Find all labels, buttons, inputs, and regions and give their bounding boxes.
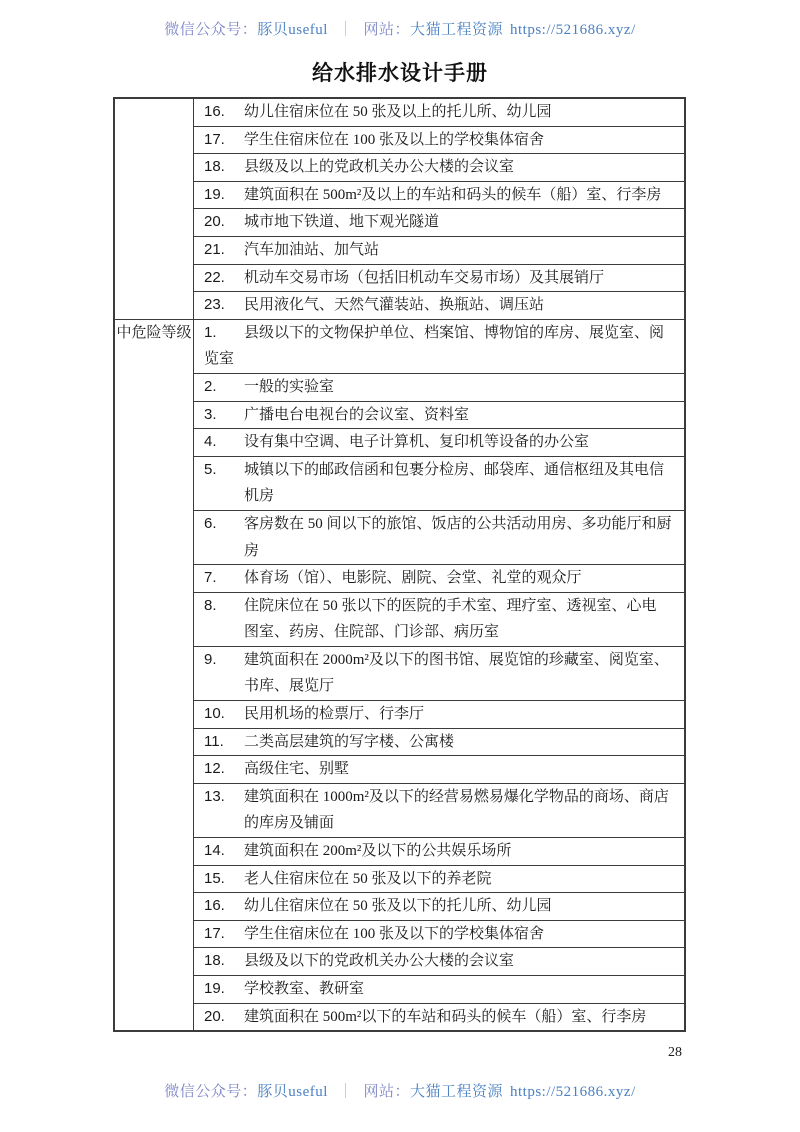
item-text: 二类高层建筑的写字楼、公寓楼 — [244, 733, 455, 750]
item-text-continued: 书库、展览厅 — [244, 678, 335, 695]
table-section — [115, 319, 684, 1030]
item-text: 汽车加油站、加气站 — [244, 241, 380, 258]
item-text-continued: 览室 — [204, 351, 235, 368]
table-row — [194, 700, 684, 728]
site-url: https://521686.xyz/ — [509, 1084, 636, 1100]
item-number: 17. — [204, 130, 225, 148]
header-separator: ｜ — [337, 22, 354, 38]
item-text: 高级住宅、别墅 — [244, 761, 350, 778]
item-number: 16. — [204, 103, 225, 120]
table-row — [194, 646, 684, 700]
wechat-account: 豚贝useful — [257, 1084, 328, 1100]
item-number: 8. — [204, 596, 217, 614]
item-text: 学生住宿床位在 100 张及以上的学校集体宿舍 — [244, 131, 545, 148]
item-number: 6. — [204, 514, 217, 532]
items-column — [194, 320, 684, 1030]
item-text-continued: 图室、药房、住院部、门诊部、病历室 — [244, 624, 500, 641]
item-text: 设有集中空调、电子计算机、复印机等设备的办公室 — [244, 434, 590, 451]
table-row — [194, 975, 684, 1003]
item-number: 16. — [204, 897, 225, 915]
table-row — [194, 320, 684, 373]
table-row — [194, 236, 684, 264]
table-row — [194, 264, 684, 292]
table-row — [194, 153, 684, 181]
table-row — [194, 564, 684, 592]
item-number: 7. — [204, 569, 217, 587]
item-text: 住院床位在 50 张以下的医院的手术室、理疗室、透视室、心电 — [244, 597, 657, 614]
item-number: 22. — [204, 268, 225, 286]
table-row — [194, 126, 684, 154]
item-number: 18. — [204, 158, 225, 176]
wechat-label: 微信公众号： — [164, 22, 258, 38]
item-text: 学校教室、教研室 — [244, 981, 365, 997]
item-text: 建筑面积在 500m²及以上的车站和码头的候车（船）室、行李房 — [244, 186, 662, 203]
category-cell — [115, 99, 194, 319]
item-text: 民用液化气、天然气灌装站、换瓶站、调压站 — [244, 297, 545, 314]
item-number: 15. — [204, 869, 225, 887]
item-number: 12. — [204, 760, 225, 778]
item-text: 建筑面积在 2000m²及以下的图书馆、展览馆的珍藏室、阅览室、 — [244, 651, 669, 668]
table-row — [194, 181, 684, 209]
item-text: 幼儿住宿床位在 50 张及以下的托儿所、幼儿园 — [244, 898, 552, 915]
table-row — [194, 728, 684, 756]
item-number: 18. — [204, 952, 225, 970]
table-section — [115, 99, 684, 319]
item-number: 10. — [204, 705, 225, 723]
item-number: 4. — [204, 433, 217, 451]
table-row — [194, 755, 684, 783]
wechat-account: 豚贝useful — [257, 22, 328, 38]
item-number: 19. — [204, 980, 225, 997]
page-footer — [0, 1080, 800, 1101]
table-row — [194, 947, 684, 975]
hazard-table — [113, 97, 686, 1032]
item-text: 一般的实验室 — [244, 378, 335, 395]
wechat-label: 微信公众号： — [164, 1084, 258, 1100]
item-text: 县级以下的文物保护单位、档案馆、博物馆的库房、展览室、阅 — [244, 324, 665, 341]
site-label: 网站： — [363, 22, 410, 38]
table-row — [194, 373, 684, 401]
item-text-continued: 房 — [244, 542, 260, 559]
item-number: 1. — [204, 323, 217, 341]
item-text: 建筑面积在 500m²以下的车站和码头的候车（船）室、行李房 — [244, 1008, 647, 1025]
item-number: 23. — [204, 296, 225, 314]
item-text: 建筑面积在 1000m²及以下的经营易燃易爆化学物品的商场、商店 — [244, 788, 669, 805]
item-text: 县级及以上的党政机关办公大楼的会议室 — [244, 159, 515, 176]
table-row — [194, 456, 684, 510]
table-row — [194, 208, 684, 236]
table-row — [194, 401, 684, 429]
table-row — [194, 1003, 684, 1031]
table-row — [194, 783, 684, 837]
item-number: 5. — [204, 460, 217, 478]
item-text: 城镇以下的邮政信函和包裹分检房、邮袋库、通信枢纽及其电信 — [244, 461, 665, 478]
page-title: 给水排水设计手册 — [312, 61, 488, 85]
table-row — [194, 291, 684, 319]
table-row — [194, 837, 684, 865]
table-row — [194, 920, 684, 948]
site-url: https://521686.xyz/ — [509, 22, 636, 38]
table-row — [194, 99, 684, 126]
item-number: 3. — [204, 405, 217, 423]
item-text: 学生住宿床位在 100 张及以下的学校集体宿舍 — [244, 925, 545, 942]
item-number: 14. — [204, 842, 225, 860]
page-number: 28 — [668, 1045, 682, 1060]
table-row — [194, 892, 684, 920]
item-text-continued: 的库房及铺面 — [244, 815, 335, 832]
item-text: 机动车交易市场（包括旧机动车交易市场）及其展销厅 — [244, 269, 605, 286]
item-number: 19. — [204, 185, 225, 203]
category-cell: 中危险等级 — [115, 320, 194, 1030]
items-column — [194, 99, 684, 319]
item-text: 县级及以下的党政机关办公大楼的会议室 — [244, 953, 515, 970]
table-row — [194, 510, 684, 564]
site-label: 网站： — [363, 1084, 410, 1100]
item-text: 民用机场的检票厅、行李厅 — [244, 706, 425, 723]
item-number: 20. — [204, 1007, 225, 1025]
item-text: 老人住宿床位在 50 张及以下的养老院 — [244, 870, 492, 887]
item-text: 体育场（馆）、电影院、剧院、会堂、礼堂的观众厅 — [244, 570, 582, 587]
item-number: 17. — [204, 924, 225, 942]
footer-separator: ｜ — [337, 1084, 354, 1100]
item-text: 广播电台电视台的会议室、资料室 — [244, 406, 470, 423]
table-row — [194, 592, 684, 646]
page-header — [0, 18, 800, 39]
item-number: 20. — [204, 213, 225, 231]
site-name: 大猫工程资源 — [409, 22, 503, 38]
table-row — [194, 865, 684, 893]
item-number: 11. — [204, 732, 224, 750]
item-number: 9. — [204, 650, 217, 668]
item-number: 21. — [204, 240, 225, 258]
item-text: 客房数在 50 间以下的旅馆、饭店的公共活动用房、多功能厅和厨 — [244, 515, 672, 532]
item-number: 13. — [204, 787, 225, 805]
item-number: 2. — [204, 377, 217, 395]
item-text-continued: 机房 — [244, 488, 275, 505]
site-name: 大猫工程资源 — [409, 1084, 503, 1100]
item-text: 城市地下铁道、地下观光隧道 — [244, 214, 440, 231]
table-row — [194, 428, 684, 456]
item-text: 建筑面积在 200m²及以下的公共娱乐场所 — [244, 843, 512, 860]
item-text: 幼儿住宿床位在 50 张及以上的托儿所、幼儿园 — [244, 104, 552, 120]
